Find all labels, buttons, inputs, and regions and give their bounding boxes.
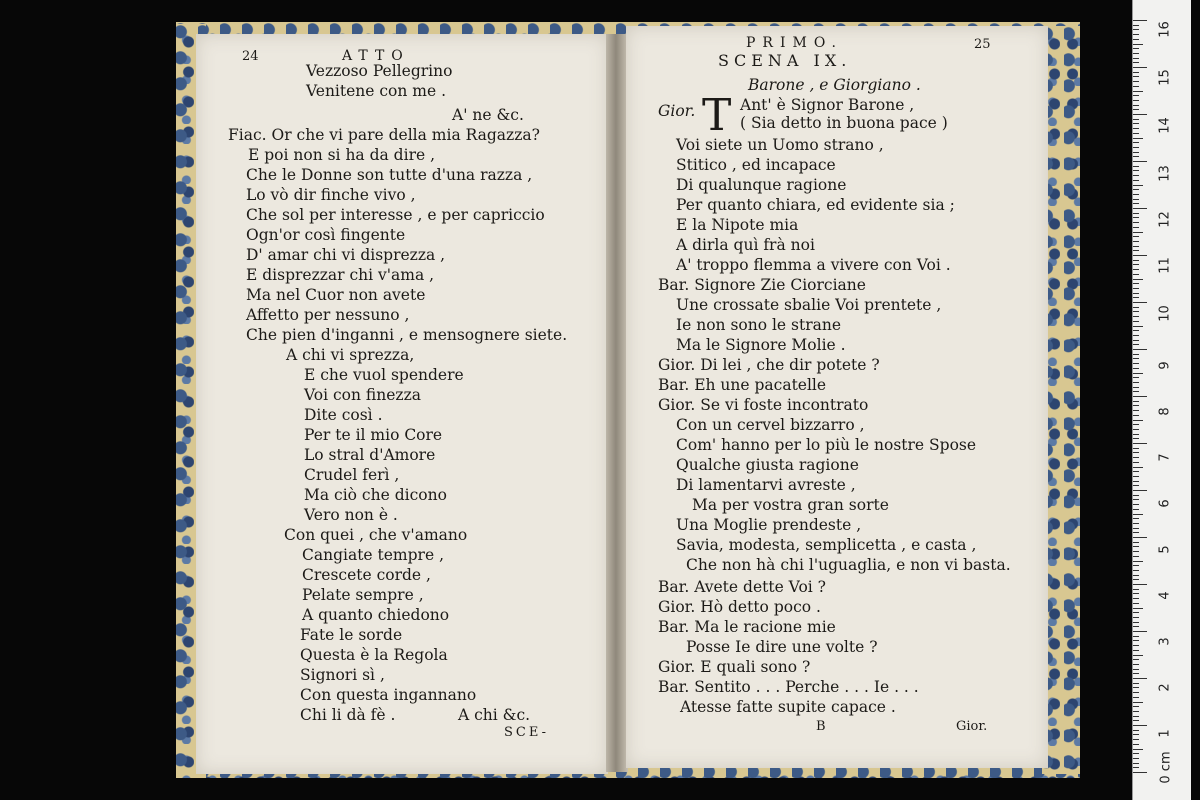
text-line: A chi &c. <box>458 706 531 724</box>
ruler-tick <box>1133 509 1139 510</box>
signature-mark: B <box>816 719 826 734</box>
ruler-tick <box>1133 156 1139 157</box>
ruler-tick <box>1133 640 1139 641</box>
ruler-tick <box>1133 246 1139 247</box>
ruler-tick <box>1133 457 1139 458</box>
ruler-tick <box>1133 297 1139 298</box>
ruler-tick <box>1133 340 1139 341</box>
text-line: Cangiate tempre , <box>302 546 444 564</box>
ruler-number: 3 <box>1157 637 1173 646</box>
text-line: Bar. Ma le racione mie <box>658 618 836 636</box>
text-line: Una Moglie prendeste , <box>676 516 862 534</box>
text-line: Vero non è . <box>304 506 398 524</box>
ruler-tick <box>1133 274 1139 275</box>
ruler-tick <box>1133 579 1139 580</box>
ruler-number: 7 <box>1157 453 1173 462</box>
ruler-tick <box>1133 76 1139 77</box>
text-line: Pelate sempre , <box>302 586 424 604</box>
ruler-tick <box>1133 702 1143 703</box>
ruler-tick <box>1133 311 1139 312</box>
ruler-tick <box>1133 236 1139 237</box>
ruler-tick <box>1133 744 1139 745</box>
ruler-tick <box>1133 53 1139 54</box>
ruler-tick <box>1133 758 1139 759</box>
ruler-number: 12 <box>1157 211 1173 228</box>
text-line: Che non hà chi l'uguaglia, e non vi basta. <box>686 556 1011 574</box>
ruler-tick <box>1133 264 1139 265</box>
ruler-tick <box>1133 683 1139 684</box>
ruler-tick <box>1133 222 1139 223</box>
ruler-tick <box>1133 373 1143 374</box>
text-line: Bar. Signore Zie Ciorciane <box>658 276 866 294</box>
ruler-tick <box>1133 25 1139 26</box>
ruler-tick <box>1133 119 1139 120</box>
ruler-tick <box>1133 123 1139 124</box>
ruler-tick <box>1133 227 1139 228</box>
ruler-tick <box>1133 44 1143 45</box>
ruler-tick <box>1133 269 1139 270</box>
ruler-number: 13 <box>1157 165 1173 182</box>
ruler-tick <box>1133 354 1139 355</box>
ruler-tick <box>1133 34 1139 35</box>
ruler-tick <box>1133 62 1139 63</box>
text-line: Gior. E quali sono ? <box>658 658 811 676</box>
ruler-tick <box>1133 420 1143 421</box>
text-line: E che vuol spendere <box>304 366 464 384</box>
ruler-tick <box>1133 673 1139 674</box>
ruler-number: 2 <box>1157 683 1173 692</box>
ruler-tick <box>1133 612 1139 613</box>
ruler-tick <box>1133 401 1139 402</box>
ruler-tick <box>1133 485 1139 486</box>
text-line: Crescete corde , <box>302 566 431 584</box>
ruler-tick <box>1133 344 1139 345</box>
ruler-tick <box>1133 603 1139 604</box>
text-line: Vezzoso Pellegrino <box>306 62 453 80</box>
speaker-label: Gior. <box>658 102 696 120</box>
text-line: E la Nipote mia <box>676 216 799 234</box>
text-line: Ant' è Signor Barone , <box>740 96 915 114</box>
ruler-tick <box>1133 48 1139 49</box>
text-line: Stitico , ed incapace <box>676 156 836 174</box>
ruler-tick <box>1133 391 1139 392</box>
ruler-number: 16 <box>1157 21 1173 38</box>
text-line: Une crossate sbalie Voi prentete , <box>676 296 942 314</box>
ruler-tick <box>1133 260 1139 261</box>
book-gutter <box>606 34 628 772</box>
ruler-tick <box>1133 293 1139 294</box>
running-header: ATTO <box>342 48 410 64</box>
ruler-tick <box>1133 255 1147 256</box>
ruler-tick <box>1133 326 1143 327</box>
ruler-tick <box>1133 438 1139 439</box>
ruler-tick <box>1133 128 1139 129</box>
ruler-tick <box>1133 669 1139 670</box>
ruler-tick <box>1133 142 1139 143</box>
text-line: Questa è la Regola <box>300 646 448 664</box>
ruler-tick <box>1133 753 1139 754</box>
ruler-tick <box>1133 471 1139 472</box>
ruler-tick <box>1133 546 1139 547</box>
ruler-number: 9 <box>1157 361 1173 370</box>
text-line: Che pien d'inganni , e mensognere siete. <box>246 326 568 344</box>
text-line: Voi siete un Uomo strano , <box>676 136 884 154</box>
text-line: Gior. Hò detto poco . <box>658 598 821 616</box>
ruler-tick <box>1133 405 1139 406</box>
page-number: 24 <box>242 49 259 64</box>
ruler-tick <box>1133 382 1139 383</box>
ruler-tick <box>1133 706 1139 707</box>
ruler-tick <box>1133 288 1139 289</box>
ruler-tick <box>1133 739 1139 740</box>
ruler-number: 15 <box>1157 69 1173 86</box>
ruler-tick <box>1133 772 1147 773</box>
ruler-tick <box>1133 302 1147 303</box>
text-line: D' amar chi vi disprezza , <box>246 246 446 264</box>
text-line: E disprezzar chi v'ama , <box>246 266 435 284</box>
ruler-tick <box>1133 608 1143 609</box>
measurement-ruler <box>1132 0 1191 800</box>
text-line: Savia, modesta, semplicetta , e casta , <box>676 536 977 554</box>
scene-title: SCENA IX. <box>718 51 852 70</box>
text-line: Ma per vostra gran sorte <box>692 496 889 514</box>
ruler-tick <box>1133 542 1139 543</box>
ruler-tick <box>1133 570 1139 571</box>
ruler-tick <box>1133 462 1139 463</box>
ruler-tick <box>1133 697 1139 698</box>
text-line: Ma ciò che dicono <box>304 486 447 504</box>
ruler-tick <box>1133 551 1139 552</box>
text-line: Fate le sorde <box>300 626 403 644</box>
ruler-tick <box>1133 495 1139 496</box>
ruler-tick <box>1133 429 1139 430</box>
ruler-unit-label: 0 cm <box>1158 751 1174 784</box>
ruler-tick <box>1133 678 1147 679</box>
text-line: Dite così . <box>304 406 383 424</box>
ruler-tick <box>1133 481 1139 482</box>
ruler-tick <box>1133 185 1143 186</box>
ruler-tick <box>1133 730 1139 731</box>
ruler-tick <box>1133 734 1139 735</box>
ruler-tick <box>1133 133 1139 134</box>
ruler-tick <box>1133 443 1147 444</box>
ruler-tick <box>1133 58 1139 59</box>
ruler-tick <box>1133 763 1139 764</box>
ruler-tick <box>1133 631 1147 632</box>
ruler-tick <box>1133 100 1139 101</box>
text-line: A' troppo flemma a vivere con Voi . <box>676 256 951 274</box>
ruler-tick <box>1133 622 1139 623</box>
text-line: A dirla quì frà noi <box>676 236 815 254</box>
text-line: Chi li dà fè . <box>300 706 396 724</box>
ruler-tick <box>1133 170 1139 171</box>
text-line: Ogn'or così fingente <box>246 226 406 244</box>
ruler-tick <box>1133 556 1139 557</box>
ruler-tick <box>1133 279 1143 280</box>
ruler-tick <box>1133 593 1139 594</box>
ruler-tick <box>1133 86 1139 87</box>
ruler-tick <box>1133 598 1139 599</box>
text-line: Posse Ie dire une volte ? <box>686 638 878 656</box>
ruler-number: 1 <box>1157 729 1173 738</box>
text-line: Ma le Signore Molie . <box>676 336 846 354</box>
text-line: A chi vi sprezza, <box>286 346 415 364</box>
ruler-tick <box>1133 105 1139 106</box>
ruler-tick <box>1133 335 1139 336</box>
ruler-tick <box>1133 363 1139 364</box>
ruler-tick <box>1133 283 1139 284</box>
text-line: Ma nel Cuor non avete <box>246 286 426 304</box>
ruler-tick <box>1133 175 1139 176</box>
ruler-number: 10 <box>1157 305 1173 322</box>
text-line: Che le Donne son tutte d'una razza , <box>246 166 533 184</box>
text-line: A quanto chiedono <box>302 606 450 624</box>
ruler-tick <box>1133 161 1147 162</box>
ruler-tick <box>1133 109 1139 110</box>
ruler-tick <box>1133 589 1139 590</box>
text-line: Crudel ferì , <box>304 466 400 484</box>
ruler-number: 11 <box>1157 257 1173 274</box>
ruler-tick <box>1133 532 1139 533</box>
text-line: Affetto per nessuno , <box>246 306 410 324</box>
ruler-tick <box>1133 716 1139 717</box>
text-line: Bar. Avete dette Voi ? <box>658 578 826 596</box>
drop-cap: T <box>702 90 732 141</box>
ruler-tick <box>1133 203 1139 204</box>
ruler-tick <box>1133 387 1139 388</box>
ruler-tick <box>1133 358 1139 359</box>
ruler-tick <box>1133 415 1139 416</box>
ruler-tick <box>1133 152 1139 153</box>
ruler-tick <box>1133 20 1147 21</box>
ruler-tick <box>1133 664 1139 665</box>
text-line: Di qualunque ragione <box>676 176 847 194</box>
left-page <box>196 34 608 774</box>
text-line: Gior. Se vi foste incontrato <box>658 396 869 414</box>
text-line: Per te il mio Core <box>304 426 443 444</box>
ruler-tick <box>1133 687 1139 688</box>
text-line: Venitene con me . <box>306 82 447 100</box>
ruler-tick <box>1133 523 1139 524</box>
ruler-tick <box>1133 448 1139 449</box>
text-line: Di lamentarvi avreste , <box>676 476 856 494</box>
text-line: Voi con finezza <box>304 386 421 404</box>
ruler-tick <box>1133 29 1139 30</box>
ruler-tick <box>1133 208 1147 209</box>
ruler-tick <box>1133 199 1139 200</box>
ruler-tick <box>1133 537 1147 538</box>
text-line: Ie non sono le strane <box>676 316 842 334</box>
ruler-tick <box>1133 213 1139 214</box>
ruler-tick <box>1133 636 1139 637</box>
page-number: 25 <box>974 37 991 52</box>
text-line: Com' hanno per lo più le nostre Spose <box>676 436 977 454</box>
ruler-tick <box>1133 490 1147 491</box>
ruler-tick <box>1133 377 1139 378</box>
running-header: PRIMO. <box>746 35 843 51</box>
ruler-number: 5 <box>1157 545 1173 554</box>
text-line: Con questa ingannano <box>300 686 477 704</box>
ruler-tick <box>1133 72 1139 73</box>
ruler-tick <box>1133 499 1139 500</box>
text-line: Bar. Eh une pacatelle <box>658 376 827 394</box>
text-line: Gior. Di lei , che dir potete ? <box>658 356 880 374</box>
ruler-tick <box>1133 232 1143 233</box>
ruler-tick <box>1133 725 1147 726</box>
ruler-tick <box>1133 584 1147 585</box>
text-line: Che sol per interesse , e per capriccio <box>246 206 545 224</box>
text-line: Signori sì , <box>300 666 385 684</box>
ruler-tick <box>1133 650 1139 651</box>
text-line: A' ne &c. <box>452 106 524 124</box>
text-line: Con un cervel bizzarro , <box>676 416 865 434</box>
ruler-tick <box>1133 655 1143 656</box>
ruler-tick <box>1133 659 1139 660</box>
ruler-number: 8 <box>1157 407 1173 416</box>
ruler-tick <box>1133 476 1139 477</box>
ruler-tick <box>1133 720 1139 721</box>
text-line: Per quanto chiara, ed evidente sia ; <box>676 196 955 214</box>
ruler-tick <box>1133 138 1143 139</box>
ruler-tick <box>1133 467 1143 468</box>
ruler-tick <box>1133 147 1139 148</box>
ruler-number: 4 <box>1157 591 1173 600</box>
ruler-tick <box>1133 434 1139 435</box>
ruler-tick <box>1133 626 1139 627</box>
text-line: E poi non si ha da dire , <box>248 146 435 164</box>
ruler-tick <box>1133 368 1139 369</box>
text-line: Bar. Sentito . . . Perche . . . Ie . . . <box>658 678 919 696</box>
ruler-tick <box>1133 518 1139 519</box>
ruler-tick <box>1133 241 1139 242</box>
ruler-tick <box>1133 528 1139 529</box>
ruler-tick <box>1133 250 1139 251</box>
ruler-tick <box>1133 307 1139 308</box>
catchword: SCE- <box>504 725 549 740</box>
ruler-tick <box>1133 396 1147 397</box>
ruler-tick <box>1133 217 1139 218</box>
ruler-number: 6 <box>1157 499 1173 508</box>
character-list: Barone , e Giorgiano . <box>748 76 921 94</box>
ruler-number: 14 <box>1157 117 1173 134</box>
ruler-tick <box>1133 330 1139 331</box>
ruler-tick <box>1133 321 1139 322</box>
ruler-tick <box>1133 749 1143 750</box>
ruler-tick <box>1133 194 1139 195</box>
ruler-tick <box>1133 575 1139 576</box>
text-line: Lo stral d'Amore <box>304 446 436 464</box>
text-line: Fiac. Or che vi pare della mia Ragazza? <box>228 126 540 144</box>
text-line: ( Sia detto in buona pace ) <box>740 114 948 132</box>
ruler-tick <box>1133 67 1147 68</box>
ruler-tick <box>1133 189 1139 190</box>
ruler-tick <box>1133 424 1139 425</box>
ruler-tick <box>1133 316 1139 317</box>
ruler-tick <box>1133 410 1139 411</box>
ruler-tick <box>1133 349 1147 350</box>
ruler-tick <box>1133 692 1139 693</box>
catchword: Gior. <box>956 719 988 734</box>
ruler-tick <box>1133 166 1139 167</box>
ruler-tick <box>1133 767 1139 768</box>
ruler-tick <box>1133 645 1139 646</box>
ruler-tick <box>1133 617 1139 618</box>
ruler-tick <box>1133 711 1139 712</box>
ruler-tick <box>1133 39 1139 40</box>
text-line: Qualche giusta ragione <box>676 456 859 474</box>
ruler-tick <box>1133 561 1143 562</box>
ruler-tick <box>1133 114 1147 115</box>
text-line: Atesse fatte supite capace . <box>680 698 896 716</box>
ruler-tick <box>1133 81 1139 82</box>
ruler-tick <box>1133 514 1143 515</box>
text-line: Con quei , che v'amano <box>284 526 468 544</box>
right-page <box>626 26 1048 768</box>
ruler-tick <box>1133 452 1139 453</box>
ruler-tick <box>1133 180 1139 181</box>
ruler-tick <box>1133 95 1139 96</box>
ruler-tick <box>1133 504 1139 505</box>
ruler-tick <box>1133 565 1139 566</box>
ruler-tick <box>1133 91 1143 92</box>
text-line: Lo vò dir finche vivo , <box>246 186 416 204</box>
